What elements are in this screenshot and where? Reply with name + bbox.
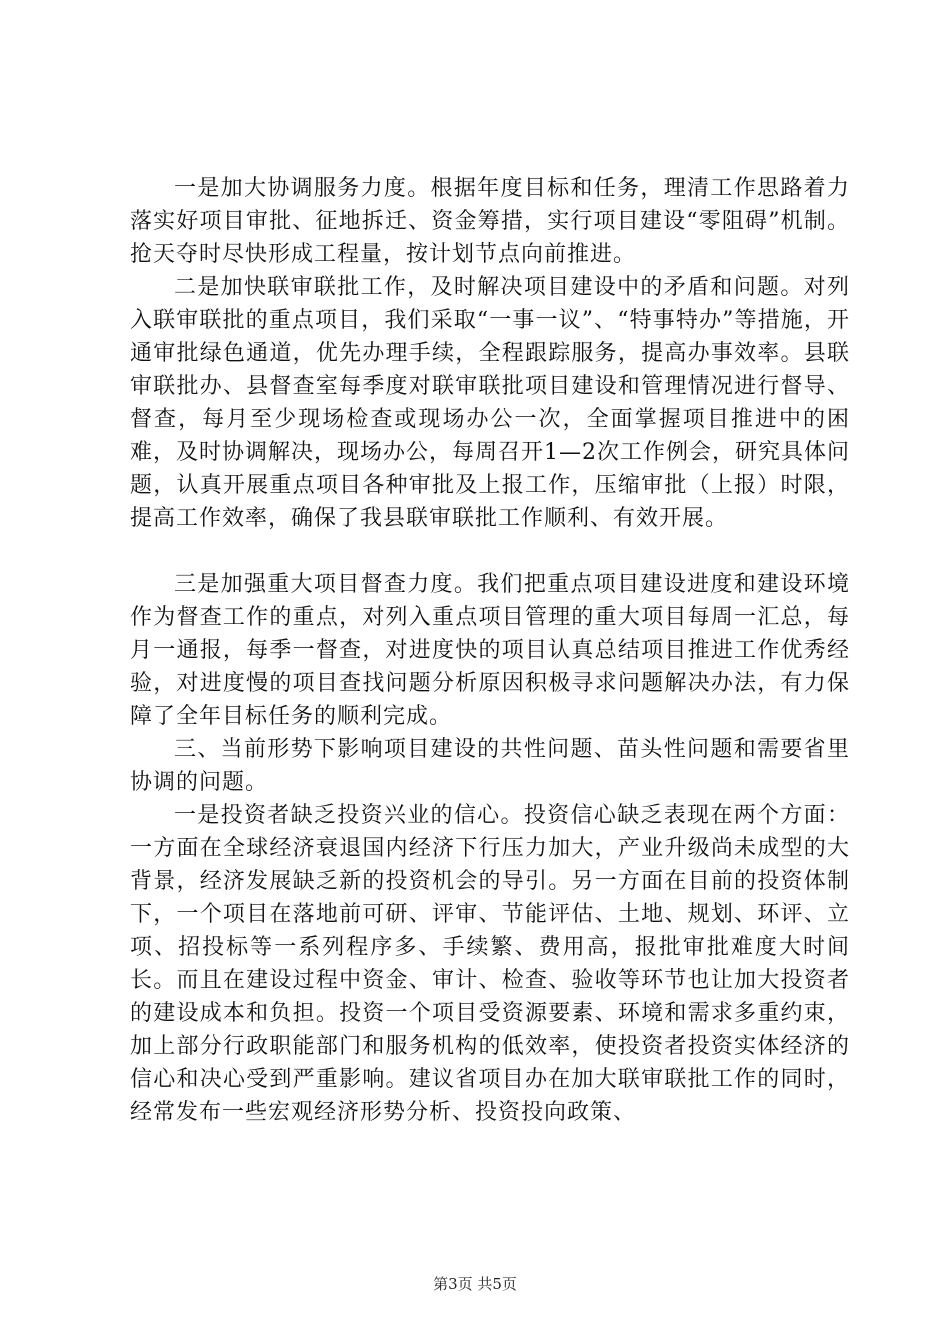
paragraph-coordination: 一是加大协调服务力度。根据年度目标和任务，理清工作思路着力落实好项目审批、征地拆迁、资金筹措，实行项目建设“零阻碍”机制。抢天夺时尽快形成工程量，按计划节点向前推进。	[130, 176, 850, 267]
section-heading-issues: 三、当前形势下影响项目建设的共性问题、苗头性问题和需要省里协调的问题。	[130, 737, 850, 795]
paragraph-spacer	[130, 535, 850, 568]
paragraph-joint-approval: 二是加快联审联批工作，及时解决项目建设中的矛盾和问题。对列入联审联批的重点项目，我们采取“一事一议”、“特事特办”等措施，开通审批绿色通道，优先办理手续，全程跟踪服务，提高办事效率。县联审联批办、县督查室每季度对联审联批项目建设和管理情况进行督导、督查，每月至少现场检查或现场办公一次，全面掌握项目推进中的困难，及时协调解决，现场办公，每周召开1—2次工作例会，研究具体问题，认真开展重点项目各种审批及上报工作，压缩审批（上报）时限，提高工作效率，确保了我县联审联批工作顺利、有效开展。	[130, 275, 850, 531]
page-number-footer: 第3页 共5页	[433, 1275, 517, 1293]
document-body	[130, 172, 850, 1129]
paragraph-supervision: 三是加强重大项目督查力度。我们把重点项目建设进度和建设环境作为督查工作的重点，对列入重点项目管理的重大项目每周一汇总，每月一通报，每季一督查，对进度快的项目认真总结项目推进工作优秀经验，对进度慢的项目查找问题分析原因积极寻求问题解决办法，有力保障了全年目标任务的顺利完成。	[130, 572, 850, 729]
paragraph-investor-confidence: 一是投资者缺乏投资兴业的信心。投资信心缺乏表现在两个方面：一方面在全球经济衰退国内经济下行压力加大，产业升级尚未成型的大背景，经济发展缺乏新的投资机会的导引。另一方面在目前的投资体制下，一个项目在落地前可研、评审、节能评估、土地、规划、环评、立项、招投标等一系列程序多、手续繁、费用高，报批审批难度大时间长。而且在建设过程中资金、审计、检查、验收等环节也让加大投资者的建设成本和负担。投资一个项目受资源要素、环境和需求多重约束，加上部分行政职能部门和服务机构的低效率，使投资者投资实体经济的信心和决心受到严重影响。建议省项目办在加大联审联批工作的同时，经常发布一些宏观经济形势分析、投资投向政策、	[130, 803, 850, 1125]
